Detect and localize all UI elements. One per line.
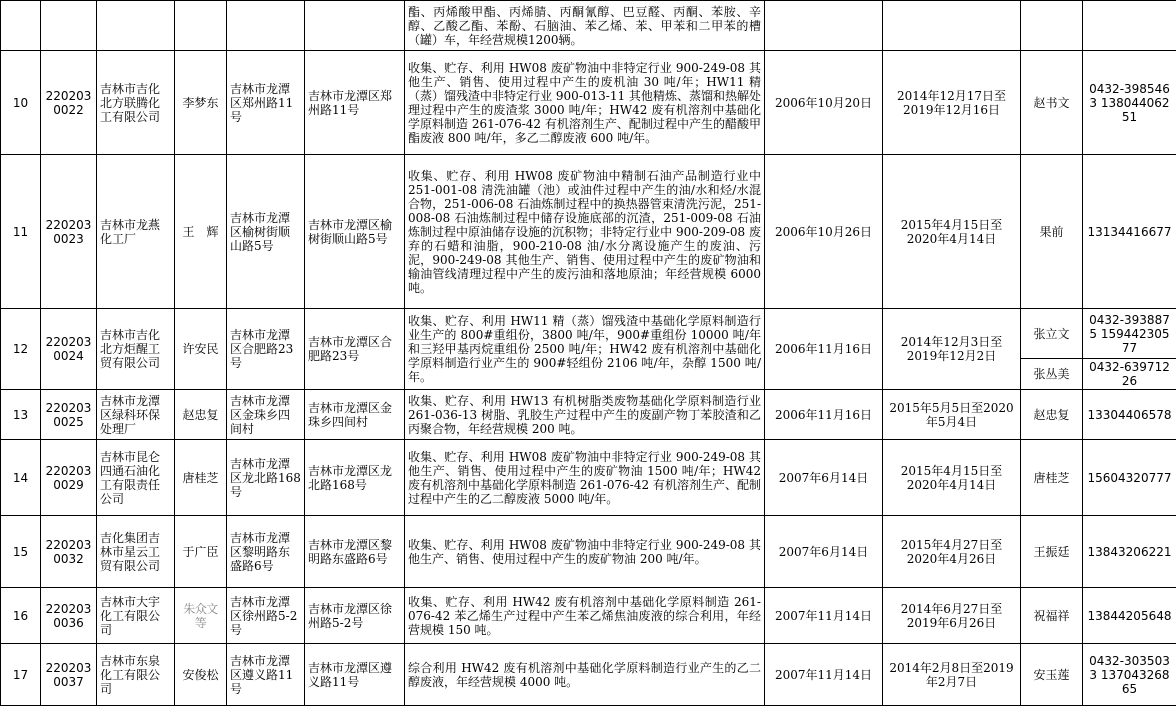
contact-phone (1083, 1, 1176, 51)
legal-representative: 唐桂芝 (175, 440, 227, 516)
operating-address: 吉林市龙潭区徐州路5-2号 (305, 588, 405, 644)
business-scope: 酯、丙烯酸甲酯、丙烯腈、丙酮氰醇、巴豆醛、丙酮、苯胺、辛醇、乙酸乙酯、苯酚、石脑油、苯乙烯、苯、甲苯和二甲苯的槽（罐）车，年经营规模1200辆。 (405, 1, 765, 51)
contact-phone: 13304406578 (1083, 390, 1176, 440)
contact-phone: 15604320777 (1083, 440, 1176, 516)
license-number: 2202030029 (41, 440, 97, 516)
legal-representative: 王 辉 (175, 155, 227, 309)
validity-period: 2015年5月5日至2020年5月4日 (883, 390, 1021, 440)
issue-date: 2007年6月14日 (765, 440, 883, 516)
issue-date: 2006年10月20日 (765, 51, 883, 155)
table-row (1, 309, 1176, 359)
validity-period: 2015年4月27日至2020年4月26日 (883, 516, 1021, 588)
operating-address: 吉林市龙潭区郑州路11号 (305, 51, 405, 155)
table-row (1, 440, 1176, 516)
contact-phone: 13134416677 (1083, 155, 1176, 309)
contact-person: 赵忠复 (1021, 390, 1083, 440)
company-name: 吉林市东泉化工有限公司 (97, 644, 175, 706)
legal-representative: 朱众文等 (175, 588, 227, 644)
issue-date: 2007年6月14日 (765, 516, 883, 588)
operating-address: 吉林市龙潭区榆树街顺山路5号 (305, 155, 405, 309)
registered-address: 吉林市龙潭区龙北路168号 (227, 440, 305, 516)
license-number: 2202030022 (41, 51, 97, 155)
legal-representative: 安俊松 (175, 644, 227, 706)
contact-phone: 0432-3985463 13804406251 (1083, 51, 1176, 155)
business-scope: 收集、贮存、利用 HW08 废矿物油中非特定行业 900-249-08 其他生产、销售、使用过程中产生的废矿物油 200 吨/年。 (405, 516, 765, 588)
license-number: 2202030024 (41, 309, 97, 390)
contact-person: 唐桂芝 (1021, 440, 1083, 516)
license-number: 2202030025 (41, 390, 97, 440)
registered-address: 吉林市龙潭区合肥路23号 (227, 309, 305, 390)
table-row (1, 644, 1176, 706)
contact-person: 张立文 (1021, 309, 1083, 359)
legal-representative: 赵忠复 (175, 390, 227, 440)
validity-period: 2015年4月15日至2020年4月14日 (883, 440, 1021, 516)
issue-date (765, 1, 883, 51)
validity-period (883, 1, 1021, 51)
license-number: 2202030023 (41, 155, 97, 309)
company-name: 吉化集团吉林市星云工贸有限公司 (97, 516, 175, 588)
operating-address: 吉林市龙潭区黎明路东盛路6号 (305, 516, 405, 588)
contact-phone: 0432-3035033 13704326865 (1083, 644, 1176, 706)
row-number: 14 (1, 440, 41, 516)
legal-representative (175, 1, 227, 51)
permit-table-body (1, 1, 1176, 706)
company-name: 吉林市龙燕化工厂 (97, 155, 175, 309)
company-name: 吉林市龙潭区绿科环保处理厂 (97, 390, 175, 440)
operating-address: 吉林市龙潭区遵义路11号 (305, 644, 405, 706)
table-row (1, 588, 1176, 644)
operating-address: 吉林市龙潭区龙北路168号 (305, 440, 405, 516)
company-name: 吉林市吉化北方联腾化工有限公司 (97, 51, 175, 155)
issue-date: 2006年10月26日 (765, 155, 883, 309)
license-number: 2202030037 (41, 644, 97, 706)
contact-phone: 13843206221 (1083, 516, 1176, 588)
validity-period: 2014年12月3日至2019年12月2日 (883, 309, 1021, 390)
operating-address (305, 1, 405, 51)
validity-period: 2014年6月27日至2019年6月26日 (883, 588, 1021, 644)
contact-person (1021, 1, 1083, 51)
validity-period: 2014年2月8日至2019年2月7日 (883, 644, 1021, 706)
license-number: 2202030032 (41, 516, 97, 588)
business-scope: 收集、贮存、利用 HW11 精（蒸）馏残渣中基础化学原料制造行业生产的 800#重组份，3800 吨/年，900#重组份 10000 吨/年和三羟甲基丙烷重组份 2500 吨/年；HW42 废有机溶剂中基础化学原料制造行业产生的 900#轻组份 2106 吨/年，杂醇 1500 吨/年。 (405, 309, 765, 390)
row-number: 11 (1, 155, 41, 309)
issue-date: 2007年11月14日 (765, 588, 883, 644)
registered-address: 吉林市龙潭区黎明路东盛路6号 (227, 516, 305, 588)
company-name: 吉林市昆仑四通石油化工有限责任公司 (97, 440, 175, 516)
row-number: 13 (1, 390, 41, 440)
validity-period: 2015年4月15日至2020年4月14日 (883, 155, 1021, 309)
registered-address (227, 1, 305, 51)
contact-person: 果前 (1021, 155, 1083, 309)
row-number: 17 (1, 644, 41, 706)
operating-address: 吉林市龙潭区金珠乡四间村 (305, 390, 405, 440)
contact-person: 安玉莲 (1021, 644, 1083, 706)
license-number (41, 1, 97, 51)
table-row (1, 155, 1176, 309)
registered-address: 吉林市龙潭区金珠乡四间村 (227, 390, 305, 440)
contact-phone: 13844205648 (1083, 588, 1176, 644)
issue-date: 2007年11月14日 (765, 644, 883, 706)
validity-period: 2014年12月17日至2019年12月16日 (883, 51, 1021, 155)
contact-person: 祝福祥 (1021, 588, 1083, 644)
row-number: 16 (1, 588, 41, 644)
table-row (1, 51, 1176, 155)
legal-representative: 李梦东 (175, 51, 227, 155)
row-number: 12 (1, 309, 41, 390)
company-name (97, 1, 175, 51)
contact-person: 张丛美 (1021, 359, 1083, 390)
registered-address: 吉林市龙潭区徐州路5-2号 (227, 588, 305, 644)
company-name: 吉林市大宇化工有限公司 (97, 588, 175, 644)
table-row (1, 1, 1176, 51)
legal-representative: 许安民 (175, 309, 227, 390)
legal-representative: 于广臣 (175, 516, 227, 588)
row-number: 10 (1, 51, 41, 155)
row-number (1, 1, 41, 51)
registered-address: 吉林市龙潭区郑州路11号 (227, 51, 305, 155)
company-name: 吉林市吉化北方炬醒工贸有限公司 (97, 309, 175, 390)
contact-phone: 0432-63971226 (1083, 359, 1176, 390)
business-scope: 收集、贮存、利用 HW42 废有机溶剂中基础化学原料制造 261-076-42 苯乙烯生产过程中产生苯乙烯焦油废液的综合利用，年经营规模 150 吨。 (405, 588, 765, 644)
operating-address: 吉林市龙潭区合肥路23号 (305, 309, 405, 390)
registered-address: 吉林市龙潭区榆树街顺山路5号 (227, 155, 305, 309)
row-number: 15 (1, 516, 41, 588)
table-row (1, 390, 1176, 440)
issue-date: 2006年11月16日 (765, 390, 883, 440)
business-scope: 综合利用 HW42 废有机溶剂中基础化学原料制造行业产生的乙二醇废液，年经营规模 4000 吨。 (405, 644, 765, 706)
registered-address: 吉林市龙潭区遵义路11号 (227, 644, 305, 706)
business-scope: 收集、贮存、利用 HW08 废矿物油中非特定行业 900-249-08 其他生产、销售、使用过程中产生的废机油 30 吨/年；HW11 精（蒸）馏残渣中非特定行业 900-013-11 其他精炼、蒸馏和热解处理过程中产生的废渣浆 3000 吨/年；HW42 废有机溶剂中基础化学原料制造 261-076-42 有机溶剂生产、配制过程中产生的醋酸甲酯废液 800 吨/年，多乙二醇废液 600 吨/年。 (405, 51, 765, 155)
contact-person: 赵书文 (1021, 51, 1083, 155)
contact-person: 王振廷 (1021, 516, 1083, 588)
business-scope: 收集、贮存、利用 HW13 有机树脂类废物基础化学原料制造行业 261-036-13 树脂、乳胶生产过程中产生的废副产物丁苯胶渣和乙丙聚合物，年经营规模 200 吨。 (405, 390, 765, 440)
table-row (1, 516, 1176, 588)
business-scope: 收集、贮存、利用 HW08 废矿物油中精制石油产品制造行业中 251-001-08 清洗油罐（池）或油件过程中产生的油/水和烃/水混合物，251-006-08 石油炼制过程中的换热器管束清洗污泥，251-008-08 石油炼制过程中储存设施底部的沉渣，251-009-08 石油炼制过程中原油储存设施的沉积物；非特定行业中 900-209-08 废弃的石蜡和油脂，900-210-08 油/水分离设施产生的废油、污泥，900-249-08 其他生产、销售、使用过程中产生的废矿物油和输油管线清理过程中产生的废污油和落地原油；年经营规模 6000 吨。 (405, 155, 765, 309)
business-scope: 收集、贮存、利用 HW08 废矿物油中非特定行业 900-249-08 其他生产、销售、使用过程中产生的废矿物油 1500 吨/年；HW42 废有机溶剂中基础化学原料制造 261-076-42 有机溶剂生产、配制过程中产生的乙二醇废液 5000 吨/年。 (405, 440, 765, 516)
contact-phone: 0432-3938875 15944230577 (1083, 309, 1176, 359)
issue-date: 2006年11月16日 (765, 309, 883, 390)
license-number: 2202030036 (41, 588, 97, 644)
